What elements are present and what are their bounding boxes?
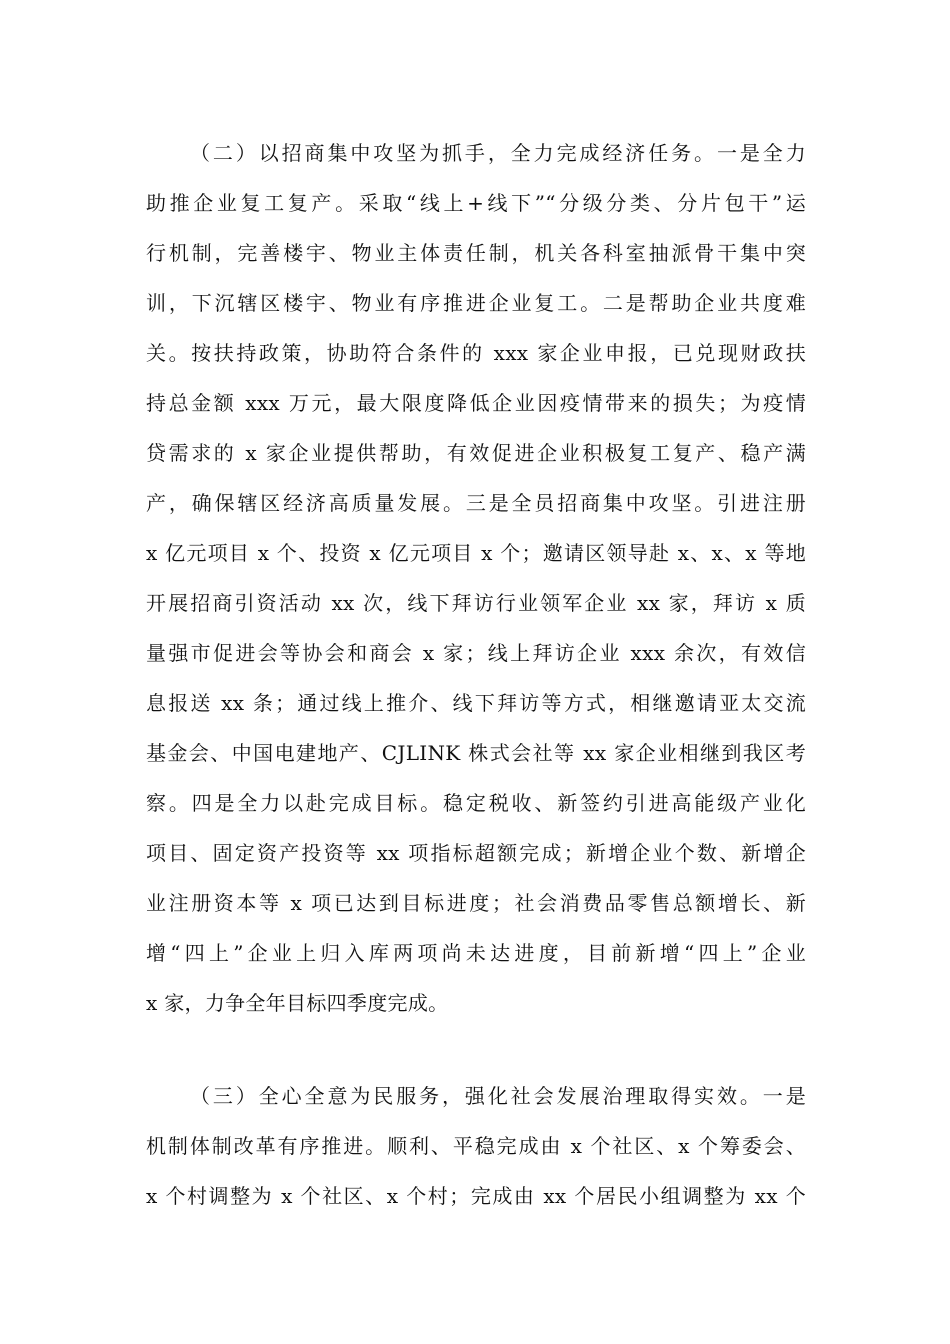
text-line: 行机制，完善楼宇、物业主体责任制，机关各科室抽派骨干集中突: [146, 241, 806, 265]
text-line: 机制体制改革有序推进。顺利、平稳完成由 x 个社区、x 个筹委会、: [146, 1134, 806, 1158]
text-line: （三）全心全意为民服务，强化社会发展治理取得实效。一是: [190, 1084, 806, 1108]
paragraph-economic-tasks: [146, 128, 806, 1028]
text-line: 项目、固定资产投资等 xx 项指标超额完成；新增企业个数、新增企: [146, 841, 806, 865]
text-line: x 亿元项目 x 个、投资 x 亿元项目 x 个；邀请区领导赴 x、x、x 等地: [146, 541, 806, 565]
text-line: x 家，力争全年目标四季度完成。: [146, 991, 449, 1015]
text-line: 基金会、中国电建地产、CJLINK 株式会社等 xx 家企业相继到我区考: [146, 741, 806, 765]
text-line: 产，确保辖区经济高质量发展。三是全员招商集中攻坚。引进注册: [146, 491, 806, 515]
text-line: 察。四是全力以赴完成目标。稳定税收、新签约引进高能级产业化: [146, 791, 806, 815]
text-line: x 个村调整为 x 个社区、x 个村；完成由 xx 个居民小组调整为 xx 个: [146, 1184, 806, 1208]
text-line: 开展招商引资活动 xx 次，线下拜访行业领军企业 xx 家，拜访 x 质: [146, 591, 806, 615]
text-line: 关。按扶持政策，协助符合条件的 xxx 家企业申报，已兑现财政扶: [146, 341, 806, 365]
text-line: 量强市促进会等协会和商会 x 家；线上拜访企业 xxx 余次，有效信: [146, 641, 806, 665]
text-line: 增“四上”企业上归入库两项尚未达进度，目前新增“四上”企业: [146, 941, 806, 965]
text-line: 贷需求的 x 家企业提供帮助，有效促进企业积极复工复产、稳产满: [146, 441, 806, 465]
text-line: 息报送 xx 条；通过线上推介、线下拜访等方式，相继邀请亚太交流: [146, 691, 806, 715]
text-line: 训，下沉辖区楼宇、物业有序推进企业复工。二是帮助企业共度难: [146, 291, 806, 315]
text-line: （二）以招商集中攻坚为抓手，全力完成经济任务。一是全力: [190, 141, 806, 165]
paragraph-social-governance: [146, 1071, 806, 1221]
text-line: 助推企业复工复产。采取“线上+线下”“分级分类、分片包干”运: [146, 191, 806, 215]
text-line: 业注册资本等 x 项已达到目标进度；社会消费品零售总额增长、新: [146, 891, 806, 915]
text-line: 持总金额 xxx 万元，最大限度降低企业因疫情带来的损失；为疫情: [146, 391, 806, 415]
